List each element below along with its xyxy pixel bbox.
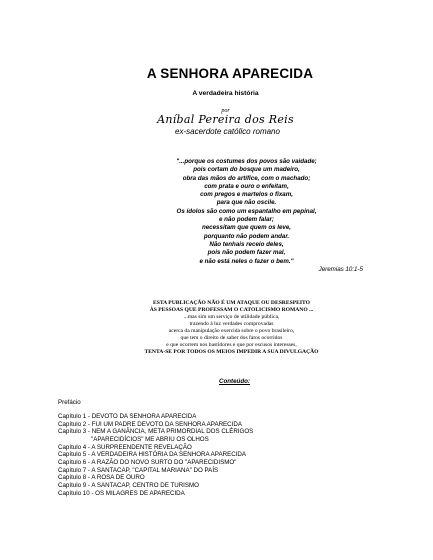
disclaimer-notice: [58, 300, 393, 356]
document-subtitle: A verdadeira história: [192, 90, 259, 97]
quote-line: com pregos e martelos o fixam,: [200, 191, 293, 199]
toc-item-chapter-1[interactable]: Capítulo 1 - DEVOTO DA SENHORA APARECIDA: [58, 412, 197, 420]
contents-heading: Conteúdo:: [219, 378, 250, 386]
table-of-contents: [58, 399, 393, 497]
quote-line: obra das mãos do artífice, com o machado;: [182, 174, 311, 182]
notice-line: ...mas sim um serviço de utilidade pública,: [183, 314, 280, 321]
toc-item-chapter-6[interactable]: Capítulo 6 - A RAZÃO DO NOVO SURTO DO "APARECIDISMO": [58, 459, 237, 467]
quote-line: porquanto não podem andar.: [203, 232, 290, 240]
notice-line: trazendo à luz verdades comprovadas: [189, 321, 274, 328]
quote-line: com prata e ouro o enfeitam,: [204, 182, 289, 190]
notice-line: TENTA-SE POR TODOS OS MEIOS IMPEDIR A SUA DIVULGAÇÃO: [144, 349, 319, 356]
toc-item-chapter-10[interactable]: Capítulo 10 - OS MILAGRES DE APARECIDA: [58, 489, 185, 497]
quote-line: pois cortam do bosque um madeiro,: [193, 166, 300, 174]
quote-line: pois não podem fazer mal,: [207, 249, 286, 257]
quote-line: necessitam que quem os leve,: [201, 224, 292, 232]
by-line: por: [221, 108, 230, 114]
notice-line: e que ocorrem nos bastidores e que por escusos interesses,: [166, 342, 297, 349]
toc-item-chapter-2[interactable]: Capítulo 2 - FUI UM PADRE DEVOTO DA SENHORA APARECIDA: [58, 420, 242, 428]
toc-item-chapter-4[interactable]: Capítulo 4 - A SURPREENDENTE REVELAÇÃO: [58, 443, 192, 451]
quote-reference: Jeremias 10:1-5: [318, 265, 363, 273]
quote-line: "...porque os costumes dos povos são vaidade;: [176, 158, 317, 165]
quote-line: e não está neles o fazer o bem.": [199, 257, 294, 265]
document-title: A SENHORA APARECIDA: [146, 66, 314, 81]
quote-line: Os ídolos são como um espantalho em pepinal,: [176, 207, 317, 215]
toc-item-chapter-5[interactable]: Capítulo 5 - A VERDADEIRA HISTÓRIA DA SENHORA APARECIDA: [58, 451, 246, 459]
toc-item-preface[interactable]: Prefácio: [58, 399, 81, 407]
scripture-quote: [58, 158, 393, 274]
toc-item-chapter-3[interactable]: Capítulo 3 - NEM A GANÂNCIA, META PRIMORDIAL DOS CLÉRIGOS: [58, 428, 254, 436]
notice-line: ESTA PUBLICAÇÃO NÃO É UM ATAQUE OU DESRESPEITO: [152, 300, 310, 307]
notice-line: ÀS PESSOAS QUE PROFESSAM O CATOLICISMO ROMANO ...: [149, 307, 314, 314]
notice-line: que tem o direito de saber dos fatos ocorridos: [180, 335, 283, 342]
quote-line: Não tenhais receio deles,: [209, 240, 284, 248]
quote-line: para que não oscile.: [216, 199, 277, 207]
toc-item-chapter-9[interactable]: Capítulo 9 - A SANTACAP, CENTRO DE TURISMO: [58, 482, 199, 490]
toc-item-chapter-3-continued[interactable]: "APARECIDÍCIOS" ME ABRIU OS OLHOS: [91, 435, 209, 443]
toc-item-chapter-8[interactable]: Capítulo 8 - A ROSA DE OURO: [58, 474, 145, 482]
toc-item-chapter-7[interactable]: Capítulo 7 - A SANTACAP, "CAPITAL MARIANA" DO PAÍS: [58, 466, 219, 474]
author-name: Aníbal Pereira dos Reis: [157, 113, 294, 126]
quote-line: e não podem falar;: [218, 216, 274, 224]
author-role: ex-sacerdote católico romano: [175, 127, 280, 136]
notice-line: acerca da manipulação exercida sobre o povo brasileiro,: [168, 328, 295, 335]
